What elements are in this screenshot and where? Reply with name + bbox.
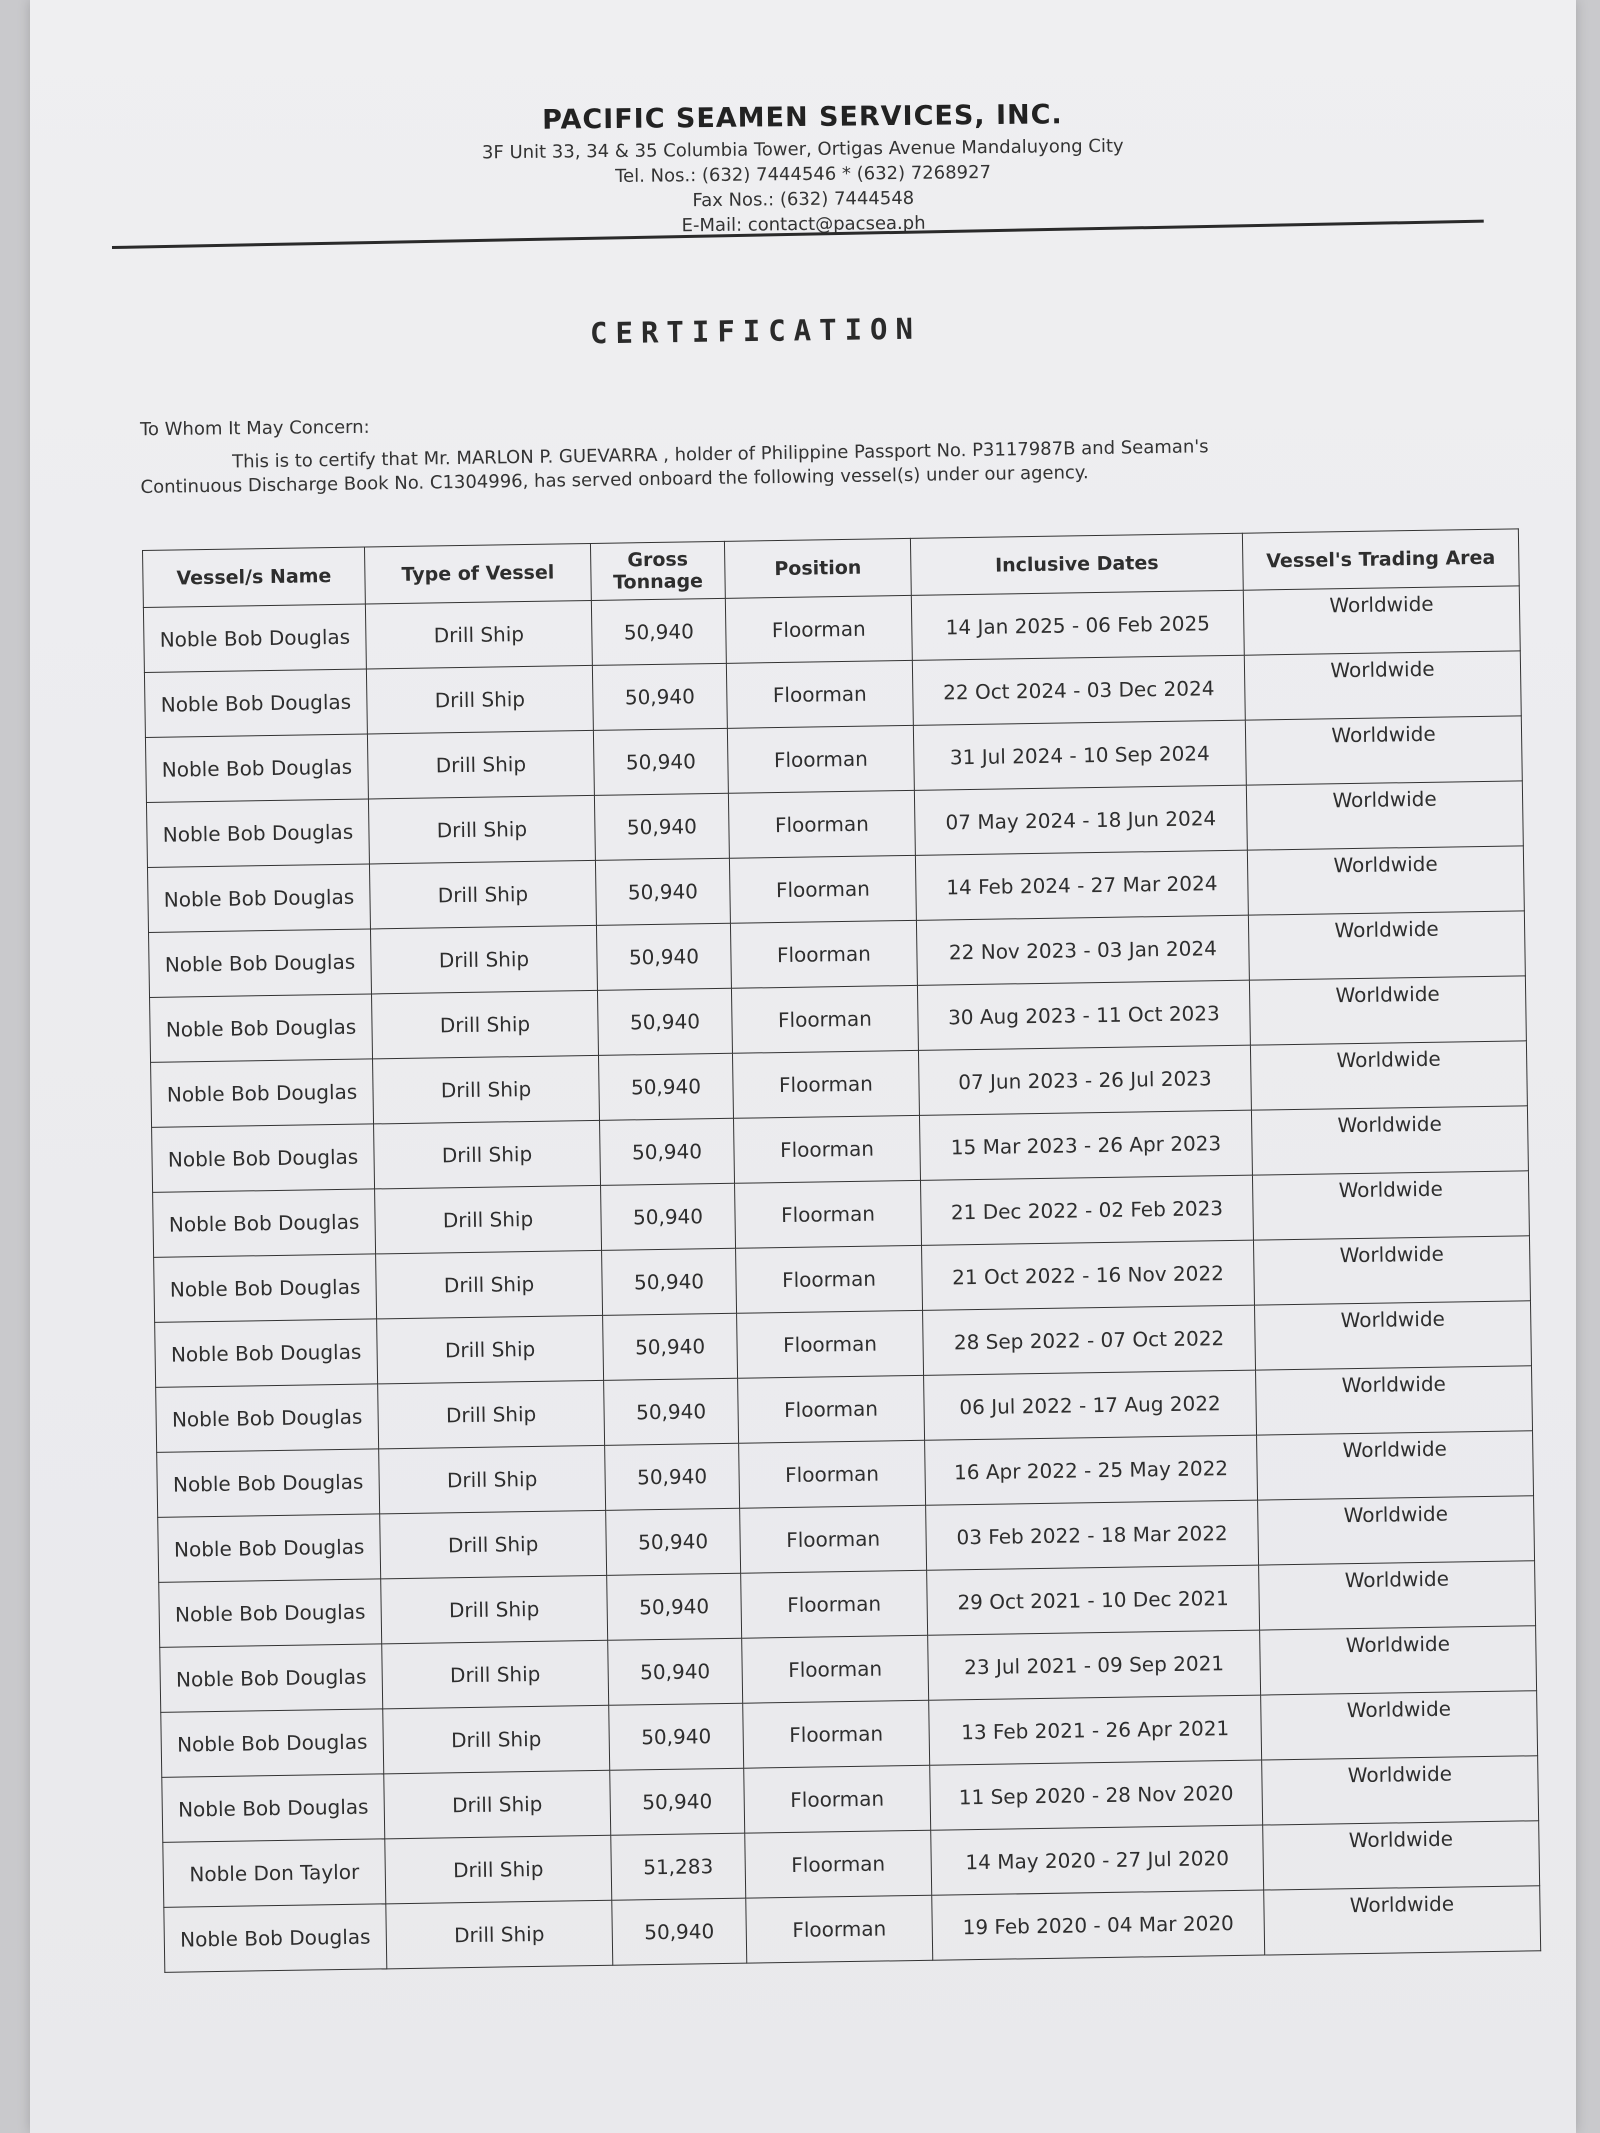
- vessel-type-cell: Drill Ship: [378, 1380, 605, 1449]
- inclusive-dates-cell: 22 Oct 2024 - 03 Dec 2024: [912, 655, 1245, 725]
- position-cell: Floorman: [744, 1765, 931, 1833]
- trading-area-cell: Worldwide: [1246, 781, 1523, 850]
- vessel-name-cell: Noble Bob Douglas: [160, 1644, 383, 1712]
- document-title: CERTIFICATION: [589, 311, 922, 351]
- gross-tonnage-cell: 50,940: [600, 1118, 735, 1185]
- inclusive-dates-cell: 06 Jul 2022 - 17 Aug 2022: [924, 1370, 1257, 1440]
- vessel-type-cell: Drill Ship: [373, 1055, 600, 1124]
- vessel-type-cell: Drill Ship: [383, 1705, 610, 1774]
- trading-area-cell: Worldwide: [1248, 911, 1525, 980]
- service-record-table: [142, 528, 1541, 1972]
- position-cell: Floorman: [725, 595, 912, 663]
- inclusive-dates-cell: 21 Oct 2022 - 16 Nov 2022: [922, 1240, 1255, 1310]
- vessel-name-cell: Noble Bob Douglas: [143, 604, 366, 672]
- position-cell: Floorman: [727, 725, 914, 793]
- company-email: E-Mail: contact@pacsea.ph: [681, 212, 926, 237]
- position-cell: Floorman: [743, 1700, 930, 1768]
- table-body: [143, 586, 1540, 1972]
- trading-area-cell: Worldwide: [1250, 1041, 1527, 1110]
- vessel-name-cell: Noble Bob Douglas: [156, 1384, 379, 1452]
- trading-area-cell: Worldwide: [1252, 1171, 1529, 1240]
- inclusive-dates-cell: 21 Dec 2022 - 02 Feb 2023: [920, 1175, 1253, 1245]
- gross-tonnage-cell: 50,940: [597, 988, 732, 1055]
- vessel-name-cell: Noble Bob Douglas: [150, 994, 373, 1062]
- gross-tonnage-cell: 50,940: [606, 1508, 741, 1575]
- inclusive-dates-cell: 11 Sep 2020 - 28 Nov 2020: [930, 1760, 1263, 1830]
- inclusive-dates-cell: 30 Aug 2023 - 11 Oct 2023: [917, 980, 1250, 1050]
- vessel-name-cell: Noble Bob Douglas: [162, 1774, 385, 1842]
- vessel-type-cell: Drill Ship: [366, 665, 593, 734]
- gross-tonnage-cell: 50,940: [604, 1378, 739, 1445]
- trading-area-cell: Worldwide: [1259, 1561, 1536, 1630]
- position-cell: Floorman: [746, 1895, 933, 1963]
- position-cell: Floorman: [741, 1570, 928, 1638]
- vessel-name-cell: Noble Bob Douglas: [159, 1579, 382, 1647]
- vessel-type-cell: Drill Ship: [379, 1445, 606, 1514]
- position-cell: Floorman: [739, 1440, 926, 1508]
- vessel-name-cell: Noble Bob Douglas: [154, 1254, 377, 1322]
- gross-tonnage-cell: 50,940: [595, 858, 730, 925]
- trading-area-cell: Worldwide: [1245, 716, 1522, 785]
- vessel-type-cell: Drill Ship: [384, 1770, 611, 1839]
- inclusive-dates-cell: 07 May 2024 - 18 Jun 2024: [914, 785, 1247, 855]
- trading-area-cell: Worldwide: [1263, 1821, 1540, 1890]
- vessel-type-cell: Drill Ship: [377, 1315, 604, 1384]
- trading-area-cell: Worldwide: [1243, 586, 1520, 655]
- gross-tonnage-cell: 50,940: [610, 1768, 745, 1835]
- gross-tonnage-cell: 50,940: [596, 923, 731, 990]
- vessel-type-cell: Drill Ship: [381, 1575, 608, 1644]
- trading-area-cell: Worldwide: [1251, 1106, 1528, 1175]
- trading-area-cell: Worldwide: [1254, 1301, 1531, 1370]
- position-cell: Floorman: [726, 660, 913, 728]
- gross-tonnage-cell: 51,283: [611, 1833, 746, 1900]
- position-cell: Floorman: [731, 985, 918, 1053]
- vessel-name-cell: Noble Don Taylor: [163, 1839, 386, 1907]
- vessel-type-cell: Drill Ship: [385, 1835, 612, 1904]
- header-vessel-name: Vessel/s Name: [143, 547, 366, 607]
- vessel-type-cell: Drill Ship: [367, 730, 594, 799]
- vessel-name-cell: Noble Bob Douglas: [153, 1189, 376, 1257]
- vessel-name-cell: Noble Bob Douglas: [164, 1904, 387, 1972]
- certification-body: [140, 432, 1401, 500]
- vessel-name-cell: Noble Bob Douglas: [161, 1709, 384, 1777]
- company-name: PACIFIC SEAMEN SERVICES, INC.: [542, 99, 1063, 136]
- header-position: Position: [724, 538, 911, 598]
- gross-tonnage-cell: 50,940: [605, 1443, 740, 1510]
- position-cell: Floorman: [745, 1830, 932, 1898]
- gross-tonnage-cell: 50,940: [609, 1703, 744, 1770]
- gross-tonnage-cell: 50,940: [598, 1053, 733, 1120]
- vessel-type-cell: Drill Ship: [365, 600, 592, 669]
- position-cell: Floorman: [733, 1115, 920, 1183]
- vessel-type-cell: Drill Ship: [376, 1250, 603, 1319]
- body-line-1: This is to certify that Mr. MARLON P. GUEVARRA , holder of Philippine Passport No. P3117987B and Seaman's: [232, 436, 1209, 473]
- vessel-name-cell: Noble Bob Douglas: [146, 799, 369, 867]
- vessel-name-cell: Noble Bob Douglas: [147, 864, 370, 932]
- vessel-type-cell: Drill Ship: [386, 1900, 613, 1969]
- position-cell: Floorman: [742, 1635, 929, 1703]
- vessel-type-cell: Drill Ship: [382, 1640, 609, 1709]
- inclusive-dates-cell: 13 Feb 2021 - 26 Apr 2021: [929, 1695, 1262, 1765]
- gross-tonnage-cell: 50,940: [612, 1898, 747, 1965]
- gross-tonnage-cell: 50,940: [592, 663, 727, 730]
- vessel-type-cell: Drill Ship: [374, 1120, 601, 1189]
- inclusive-dates-cell: 14 Jan 2025 - 06 Feb 2025: [911, 590, 1244, 660]
- vessel-name-cell: Noble Bob Douglas: [151, 1059, 374, 1127]
- inclusive-dates-cell: 28 Sep 2022 - 07 Oct 2022: [923, 1305, 1256, 1375]
- body-line-2: Continuous Discharge Book No. C1304996, has served onboard the following vessel(s) under our agency.: [140, 462, 1089, 498]
- header-gross-tonnage: Gross Tonnage: [590, 541, 725, 600]
- trading-area-cell: Worldwide: [1249, 976, 1526, 1045]
- gross-tonnage-cell: 50,940: [607, 1573, 742, 1640]
- trading-area-cell: Worldwide: [1258, 1496, 1535, 1565]
- vessel-name-cell: Noble Bob Douglas: [149, 929, 372, 997]
- vessel-name-cell: Noble Bob Douglas: [152, 1124, 375, 1192]
- inclusive-dates-cell: 29 Oct 2021 - 10 Dec 2021: [927, 1565, 1260, 1635]
- vessel-type-cell: Drill Ship: [375, 1185, 602, 1254]
- inclusive-dates-cell: 23 Jul 2021 - 09 Sep 2021: [928, 1630, 1261, 1700]
- trading-area-cell: Worldwide: [1257, 1431, 1534, 1500]
- inclusive-dates-cell: 07 Jun 2023 - 26 Jul 2023: [918, 1045, 1251, 1115]
- position-cell: Floorman: [737, 1310, 924, 1378]
- trading-area-cell: Worldwide: [1264, 1886, 1541, 1955]
- inclusive-dates-cell: 22 Nov 2023 - 03 Jan 2024: [916, 915, 1249, 985]
- header-trading-area: Vessel's Trading Area: [1242, 529, 1519, 590]
- trading-area-cell: Worldwide: [1261, 1691, 1538, 1760]
- position-cell: Floorman: [735, 1180, 922, 1248]
- salutation: To Whom It May Concern:: [139, 416, 370, 441]
- position-cell: Floorman: [730, 920, 917, 988]
- gross-tonnage-cell: 50,940: [594, 793, 729, 860]
- trading-area-cell: Worldwide: [1262, 1756, 1539, 1825]
- gross-tonnage-cell: 50,940: [602, 1248, 737, 1315]
- position-cell: Floorman: [729, 855, 916, 923]
- vessel-type-cell: Drill Ship: [372, 990, 599, 1059]
- vessel-name-cell: Noble Bob Douglas: [145, 734, 368, 802]
- vessel-type-cell: Drill Ship: [380, 1510, 607, 1579]
- vessel-name-cell: Noble Bob Douglas: [155, 1319, 378, 1387]
- vessel-name-cell: Noble Bob Douglas: [158, 1514, 381, 1582]
- gross-tonnage-cell: 50,940: [603, 1313, 738, 1380]
- trading-area-cell: Worldwide: [1260, 1626, 1537, 1695]
- position-cell: Floorman: [736, 1245, 923, 1313]
- position-cell: Floorman: [738, 1375, 925, 1443]
- trading-area-cell: Worldwide: [1244, 651, 1521, 720]
- gross-tonnage-cell: 50,940: [601, 1183, 736, 1250]
- inclusive-dates-cell: 19 Feb 2020 - 04 Mar 2020: [932, 1890, 1265, 1960]
- inclusive-dates-cell: 15 Mar 2023 - 26 Apr 2023: [919, 1110, 1252, 1180]
- vessel-type-cell: Drill Ship: [368, 795, 595, 864]
- gross-tonnage-cell: 50,940: [608, 1638, 743, 1705]
- inclusive-dates-cell: 14 May 2020 - 27 Jul 2020: [931, 1825, 1264, 1895]
- vessel-type-cell: Drill Ship: [369, 860, 596, 929]
- position-cell: Floorman: [732, 1050, 919, 1118]
- inclusive-dates-cell: 03 Feb 2022 - 18 Mar 2022: [926, 1500, 1259, 1570]
- inclusive-dates-cell: 31 Jul 2024 - 10 Sep 2024: [913, 720, 1246, 790]
- gross-tonnage-cell: 50,940: [593, 728, 728, 795]
- vessel-type-cell: Drill Ship: [370, 925, 597, 994]
- document-page: [30, 0, 1576, 2133]
- trading-area-cell: Worldwide: [1256, 1366, 1533, 1435]
- header-vessel-type: Type of Vessel: [364, 543, 591, 604]
- service-record-table-wrapper: [142, 528, 1541, 1972]
- trading-area-cell: Worldwide: [1253, 1236, 1530, 1305]
- vessel-name-cell: Noble Bob Douglas: [144, 669, 367, 737]
- inclusive-dates-cell: 16 Apr 2022 - 25 May 2022: [925, 1435, 1258, 1505]
- company-fax: Fax Nos.: (632) 7444548: [692, 187, 915, 212]
- position-cell: Floorman: [740, 1505, 927, 1573]
- inclusive-dates-cell: 14 Feb 2024 - 27 Mar 2024: [915, 850, 1248, 920]
- header-inclusive-dates: Inclusive Dates: [910, 533, 1243, 595]
- company-address: 3F Unit 33, 34 & 35 Columbia Tower, Ortigas Avenue Mandaluyong City: [481, 135, 1124, 164]
- trading-area-cell: Worldwide: [1247, 846, 1524, 915]
- gross-tonnage-cell: 50,940: [591, 598, 726, 665]
- company-telephone: Tel. Nos.: (632) 7444546 * (632) 7268927: [615, 162, 992, 187]
- position-cell: Floorman: [728, 790, 915, 858]
- vessel-name-cell: Noble Bob Douglas: [157, 1449, 380, 1517]
